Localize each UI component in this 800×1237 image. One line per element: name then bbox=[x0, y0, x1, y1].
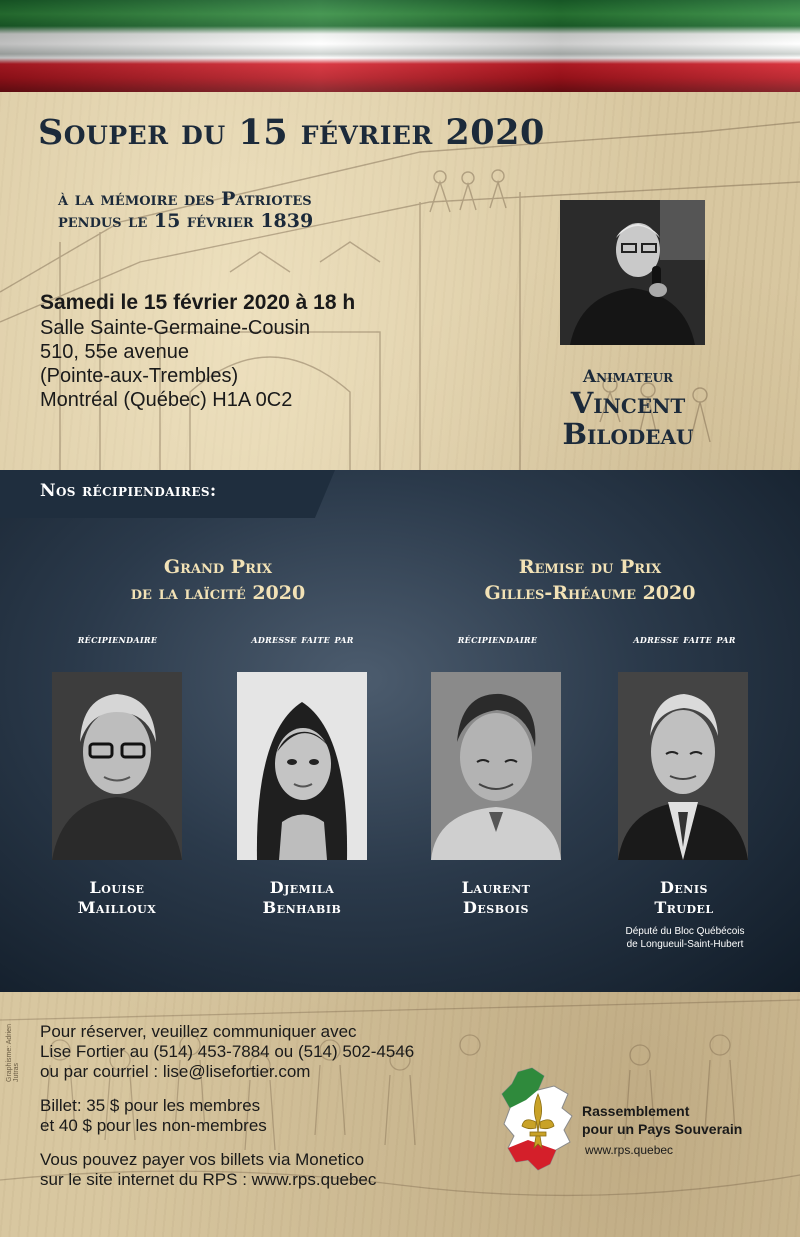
organization-url[interactable]: www.rps.quebec bbox=[585, 1143, 674, 1157]
role-label-4: adresse faite par bbox=[633, 632, 736, 646]
photo-louise-mailloux bbox=[52, 672, 182, 860]
role-label-1: récipiendaire bbox=[77, 632, 158, 646]
photo-djemila-benhabib bbox=[237, 672, 367, 860]
host-photo bbox=[560, 200, 705, 345]
last-name: Desbois bbox=[463, 898, 529, 917]
event-venue: Salle Sainte-Germaine-Cousin bbox=[40, 317, 311, 339]
note-line-1: Député du Bloc Québécois bbox=[625, 926, 745, 937]
flag-banner bbox=[0, 0, 800, 92]
reservation-line-3: ou par courriel : lise@lisefortier.com bbox=[40, 1062, 311, 1081]
host-last-name: Bilodeau bbox=[562, 417, 694, 451]
rps-quebec-map-logo bbox=[498, 1064, 580, 1174]
prize-gilles-rheaume bbox=[430, 554, 750, 606]
person-name-djemila-benhabib bbox=[222, 878, 382, 918]
first-name: Djemila bbox=[269, 878, 335, 897]
graphic-credit: Graphisme: Adrien Jutras bbox=[6, 1024, 20, 1082]
role-label-2: adresse faite par bbox=[251, 632, 354, 646]
event-city: Montréal (Québec) H1A 0C2 bbox=[40, 389, 293, 411]
person-name-denis-trudel bbox=[604, 878, 764, 918]
reservation-line-1: Pour réserver, veuillez communiquer avec bbox=[40, 1022, 357, 1041]
host-role: Animateur bbox=[582, 367, 674, 387]
note-line-2: de Longueuil-Saint-Hubert bbox=[626, 939, 744, 950]
last-name: Trudel bbox=[654, 898, 714, 917]
prize-2-line-1: Remise du Prix bbox=[518, 556, 662, 578]
last-name: Mailloux bbox=[77, 898, 157, 917]
photo-laurent-desbois bbox=[431, 672, 561, 860]
recipients-heading: Nos récipiendaires: bbox=[40, 481, 217, 501]
organization-name-line-2: pour un Pays Souverain bbox=[582, 1121, 743, 1137]
ticket-line-1: Billet: 35 $ pour les membres bbox=[40, 1096, 261, 1115]
organization-name-line-1: Rassemblement bbox=[582, 1103, 690, 1119]
person-name-louise-mailloux bbox=[37, 878, 197, 918]
payment-line-1: Vous pouvez payer vos billets via Monetico bbox=[40, 1150, 365, 1169]
prize-2-line-2: Gilles-Rhéaume 2020 bbox=[484, 582, 696, 604]
reservation-info bbox=[40, 1022, 510, 1082]
host-first-name: Vincent bbox=[570, 386, 686, 420]
host-label bbox=[508, 366, 748, 450]
role-label-3: récipiendaire bbox=[457, 632, 538, 646]
footer-info bbox=[40, 1022, 510, 1204]
event-details bbox=[40, 290, 510, 412]
prize-1-line-1: Grand Prix bbox=[163, 556, 273, 578]
subtitle bbox=[58, 188, 478, 232]
ticket-line-2: et 40 $ pour les non-membres bbox=[40, 1116, 267, 1135]
payment-info bbox=[40, 1150, 510, 1190]
ticket-info bbox=[40, 1096, 510, 1136]
reservation-line-2: Lise Fortier au (514) 453-7884 ou (514) 502-4546 bbox=[40, 1042, 415, 1061]
denis-trudel-note bbox=[600, 925, 770, 951]
subtitle-line-1: à la mémoire des Patriotes bbox=[58, 188, 312, 210]
event-address: 510, 55e avenue bbox=[40, 341, 190, 363]
person-name-laurent-desbois bbox=[416, 878, 576, 918]
page-title: Souper du 15 février 2020 bbox=[38, 112, 545, 153]
subtitle-line-2: pendus le 15 février 1839 bbox=[58, 210, 314, 232]
first-name: Laurent bbox=[461, 878, 531, 897]
organization-block bbox=[582, 1102, 792, 1158]
prize-1-line-2: de la laïcité 2020 bbox=[130, 582, 306, 604]
last-name: Benhabib bbox=[262, 898, 342, 917]
photo-denis-trudel bbox=[618, 672, 748, 860]
payment-line-2: sur le site internet du RPS : www.rps.quebec bbox=[40, 1170, 377, 1189]
first-name: Louise bbox=[89, 878, 145, 897]
event-date: Samedi le 15 février 2020 à 18 h bbox=[40, 291, 356, 314]
event-district: (Pointe-aux-Trembles) bbox=[40, 365, 239, 387]
prize-grand-prix bbox=[58, 554, 378, 606]
first-name: Denis bbox=[660, 878, 708, 897]
